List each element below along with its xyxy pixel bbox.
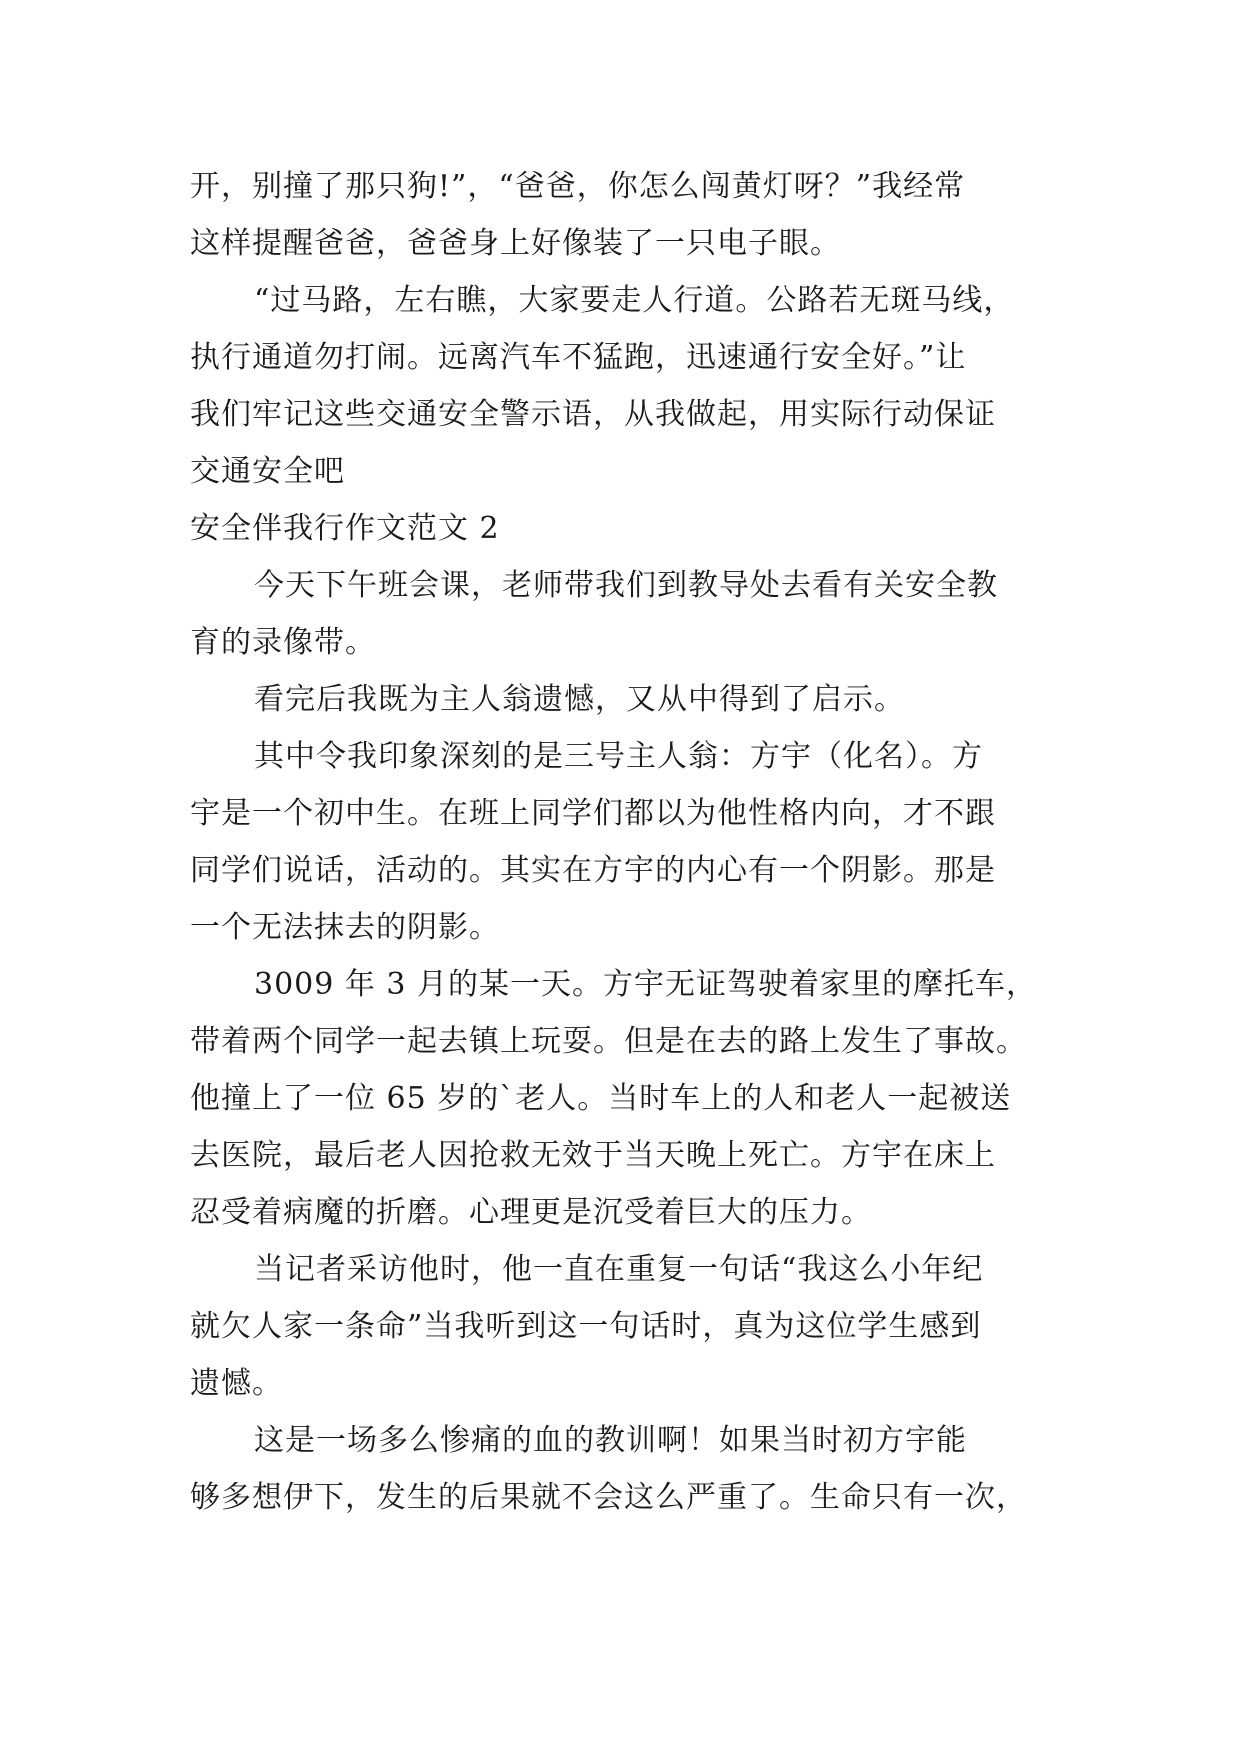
paragraph-start: 看完后我既为主人翁遗憾，又从中得到了启示。: [254, 682, 905, 717]
text-line: 交通安全吧: [190, 454, 345, 489]
text-line: 执行通道勿打闹。远离汽车不猛跑，迅速通行安全好。”让: [190, 340, 967, 375]
paragraph-start: 其中令我印象深刻的是三号主人翁：方宇（化名）。方: [254, 739, 983, 774]
text-line: 这样提醒爸爸，爸爸身上好像装了一只电子眼。: [190, 226, 841, 261]
text-line: 忍受着病魔的折磨。心理更是沉受着巨大的压力。: [190, 1195, 872, 1230]
text-line: 宇是一个初中生。在班上同学们都以为他性格内向，才不跟: [190, 796, 996, 831]
text-line: 够多想伊下，发生的后果就不会这么严重了。生命只有一次，: [190, 1480, 1027, 1515]
section-heading: 安全伴我行作文范文 2: [190, 511, 500, 546]
paragraph-start: 当记者采访他时，他一直在重复一句话“我这么小年纪: [254, 1252, 984, 1287]
paragraph-start: 3009 年 3 月的某一天。方宇无证驾驶着家里的摩托车，: [254, 967, 1038, 1002]
text-line: 他撞上了一位 65 岁的`老人。当时车上的人和老人一起被送: [190, 1081, 1012, 1116]
text-line: 同学们说话，活动的。其实在方宇的内心有一个阴影。那是: [190, 853, 996, 888]
paragraph-start: “过马路，左右瞧，大家要走人行道。公路若无斑马线，: [254, 283, 1015, 318]
text-line: 遗憾。: [190, 1366, 283, 1401]
text-line: 就欠人家一条命”当我听到这一句话时，真为这位学生感到: [190, 1309, 982, 1344]
text-line: 开，别撞了那只狗!”，“爸爸，你怎么闯黄灯呀？”我经常: [190, 169, 966, 204]
text-line: 育的录像带。: [190, 625, 376, 660]
text-line: 我们牢记这些交通安全警示语，从我做起，用实际行动保证: [190, 397, 996, 432]
paragraph-start: 今天下午班会课，老师带我们到教导处去看有关安全教: [254, 568, 998, 603]
text-line: 带着两个同学一起去镇上玩耍。但是在去的路上发生了事故。: [190, 1024, 1027, 1059]
text-line: 去医院，最后老人因抢救无效于当天晚上死亡。方宇在床上: [190, 1138, 996, 1173]
text-line: 一个无法抹去的阴影。: [190, 910, 500, 945]
paragraph-start: 这是一场多么惨痛的血的教训啊！如果当时初方宇能: [254, 1423, 967, 1458]
document-body: [190, 158, 1052, 1526]
